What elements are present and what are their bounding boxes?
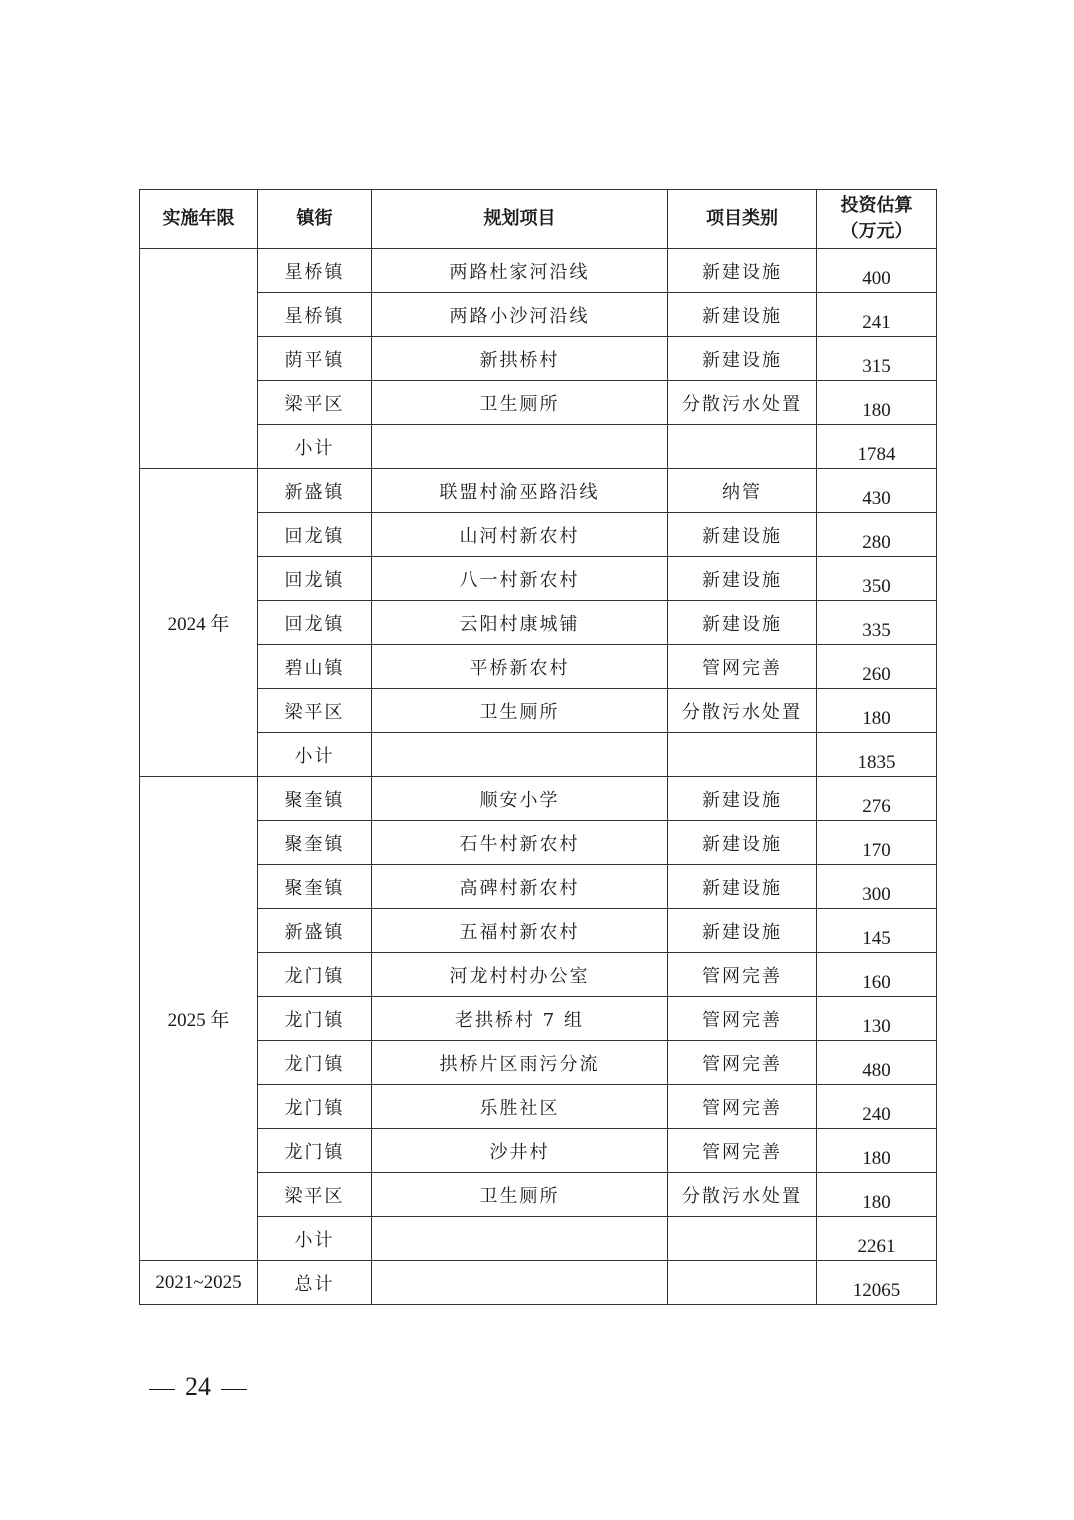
project-cell: 平桥新农村 [372, 645, 668, 689]
table-row [140, 601, 937, 645]
subtotal-row [140, 425, 937, 469]
category-cell: 管网完善 [668, 997, 817, 1041]
amount-cell: 400 [817, 249, 937, 293]
table-row [140, 909, 937, 953]
town-cell: 聚奎镇 [258, 821, 372, 865]
header-category: 项目类别 [668, 190, 817, 249]
category-cell: 新建设施 [668, 777, 817, 821]
table-row [140, 557, 937, 601]
table-row [140, 1173, 937, 1217]
project-cell: 河龙村村办公室 [372, 953, 668, 997]
category-cell: 新建设施 [668, 909, 817, 953]
amount-cell: 180 [817, 381, 937, 425]
table-row [140, 293, 937, 337]
table-row [140, 381, 937, 425]
amount-cell: 160 [817, 953, 937, 997]
page-number [139, 1372, 257, 1402]
project-cell [372, 1217, 668, 1261]
town-cell: 龙门镇 [258, 997, 372, 1041]
category-cell: 分散污水处置 [668, 381, 817, 425]
table-row [140, 953, 937, 997]
town-cell: 星桥镇 [258, 249, 372, 293]
project-cell [372, 1261, 668, 1305]
category-cell: 分散污水处置 [668, 689, 817, 733]
category-cell [668, 733, 817, 777]
town-cell: 回龙镇 [258, 557, 372, 601]
project-cell: 八一村新农村 [372, 557, 668, 601]
project-cell: 乐胜社区 [372, 1085, 668, 1129]
amount-cell: 315 [817, 337, 937, 381]
amount-cell: 300 [817, 865, 937, 909]
table-row [140, 1085, 937, 1129]
amount-cell: 335 [817, 601, 937, 645]
category-cell: 新建设施 [668, 557, 817, 601]
project-cell: 老拱桥村 7 组 [372, 997, 668, 1041]
project-cell: 高碑村新农村 [372, 865, 668, 909]
category-cell: 新建设施 [668, 821, 817, 865]
header-year: 实施年限 [140, 190, 258, 249]
table-row [140, 689, 937, 733]
project-cell: 拱桥片区雨污分流 [372, 1041, 668, 1085]
page-number-left-dash [149, 1389, 175, 1390]
category-cell: 管网完善 [668, 645, 817, 689]
town-cell: 龙门镇 [258, 953, 372, 997]
amount-cell: 180 [817, 689, 937, 733]
town-cell: 梁平区 [258, 689, 372, 733]
header-investment [817, 190, 937, 249]
amount-cell: 130 [817, 997, 937, 1041]
project-cell [372, 733, 668, 777]
category-cell: 管网完善 [668, 1129, 817, 1173]
town-cell: 新盛镇 [258, 909, 372, 953]
subtotal-label: 小计 [258, 1217, 372, 1261]
town-cell: 龙门镇 [258, 1129, 372, 1173]
subtotal-label: 小计 [258, 425, 372, 469]
table-row [140, 249, 937, 293]
table-header-row [140, 190, 937, 249]
year-cell [140, 249, 258, 469]
category-cell [668, 1261, 817, 1305]
header-town: 镇街 [258, 190, 372, 249]
subtotal-amount: 1784 [817, 425, 937, 469]
amount-cell: 180 [817, 1129, 937, 1173]
table-row [140, 997, 937, 1041]
subtotal-amount: 1835 [817, 733, 937, 777]
subtotal-row [140, 733, 937, 777]
category-cell: 新建设施 [668, 249, 817, 293]
category-cell: 分散污水处置 [668, 1173, 817, 1217]
header-investment-line2: （万元） [840, 221, 913, 242]
total-year-cell: 2021~2025 [140, 1261, 258, 1305]
category-cell: 新建设施 [668, 601, 817, 645]
subtotal-amount: 2261 [817, 1217, 937, 1261]
town-cell: 龙门镇 [258, 1085, 372, 1129]
subtotal-label: 小计 [258, 733, 372, 777]
page-number-right-dash [221, 1389, 247, 1390]
town-cell: 回龙镇 [258, 601, 372, 645]
town-cell: 新盛镇 [258, 469, 372, 513]
header-project: 规划项目 [372, 190, 668, 249]
table-row [140, 469, 937, 513]
town-cell: 荫平镇 [258, 337, 372, 381]
amount-cell: 280 [817, 513, 937, 557]
table-row [140, 1129, 937, 1173]
total-amount: 12065 [817, 1261, 937, 1305]
year-cell: 2024 年 [140, 469, 258, 777]
category-cell: 新建设施 [668, 513, 817, 557]
category-cell [668, 425, 817, 469]
amount-cell: 350 [817, 557, 937, 601]
amount-cell: 260 [817, 645, 937, 689]
page-number-value: 24 [185, 1372, 211, 1401]
category-cell: 管网完善 [668, 1041, 817, 1085]
project-cell: 石牛村新农村 [372, 821, 668, 865]
project-cell: 山河村新农村 [372, 513, 668, 557]
project-cell: 联盟村渝巫路沿线 [372, 469, 668, 513]
subtotal-row [140, 1217, 937, 1261]
amount-cell: 145 [817, 909, 937, 953]
project-cell: 两路杜家河沿线 [372, 249, 668, 293]
table-body [140, 249, 937, 1305]
town-cell: 聚奎镇 [258, 865, 372, 909]
project-cell: 新拱桥村 [372, 337, 668, 381]
project-cell: 卫生厕所 [372, 381, 668, 425]
town-cell: 星桥镇 [258, 293, 372, 337]
table-row [140, 865, 937, 909]
investment-table [139, 189, 937, 1305]
town-cell: 聚奎镇 [258, 777, 372, 821]
table-row [140, 337, 937, 381]
total-label: 总计 [258, 1261, 372, 1305]
project-cell: 沙井村 [372, 1129, 668, 1173]
category-cell: 新建设施 [668, 337, 817, 381]
project-cell: 五福村新农村 [372, 909, 668, 953]
table-row [140, 821, 937, 865]
amount-cell: 241 [817, 293, 937, 337]
table-row [140, 1041, 937, 1085]
project-cell: 两路小沙河沿线 [372, 293, 668, 337]
category-cell: 新建设施 [668, 865, 817, 909]
year-cell: 2025 年 [140, 777, 258, 1261]
project-cell: 卫生厕所 [372, 1173, 668, 1217]
total-row [140, 1261, 937, 1305]
category-cell: 管网完善 [668, 953, 817, 997]
project-cell: 云阳村康城铺 [372, 601, 668, 645]
town-cell: 龙门镇 [258, 1041, 372, 1085]
category-cell [668, 1217, 817, 1261]
town-cell: 梁平区 [258, 381, 372, 425]
project-cell: 顺安小学 [372, 777, 668, 821]
amount-cell: 170 [817, 821, 937, 865]
category-cell: 新建设施 [668, 293, 817, 337]
amount-cell: 240 [817, 1085, 937, 1129]
town-cell: 回龙镇 [258, 513, 372, 557]
project-cell [372, 425, 668, 469]
amount-cell: 480 [817, 1041, 937, 1085]
town-cell: 碧山镇 [258, 645, 372, 689]
amount-cell: 276 [817, 777, 937, 821]
table-row [140, 777, 937, 821]
table-row [140, 645, 937, 689]
amount-cell: 430 [817, 469, 937, 513]
town-cell: 梁平区 [258, 1173, 372, 1217]
header-investment-line1: 投资估算 [840, 195, 913, 216]
category-cell: 管网完善 [668, 1085, 817, 1129]
amount-cell: 180 [817, 1173, 937, 1217]
table-row [140, 513, 937, 557]
category-cell: 纳管 [668, 469, 817, 513]
project-cell: 卫生厕所 [372, 689, 668, 733]
